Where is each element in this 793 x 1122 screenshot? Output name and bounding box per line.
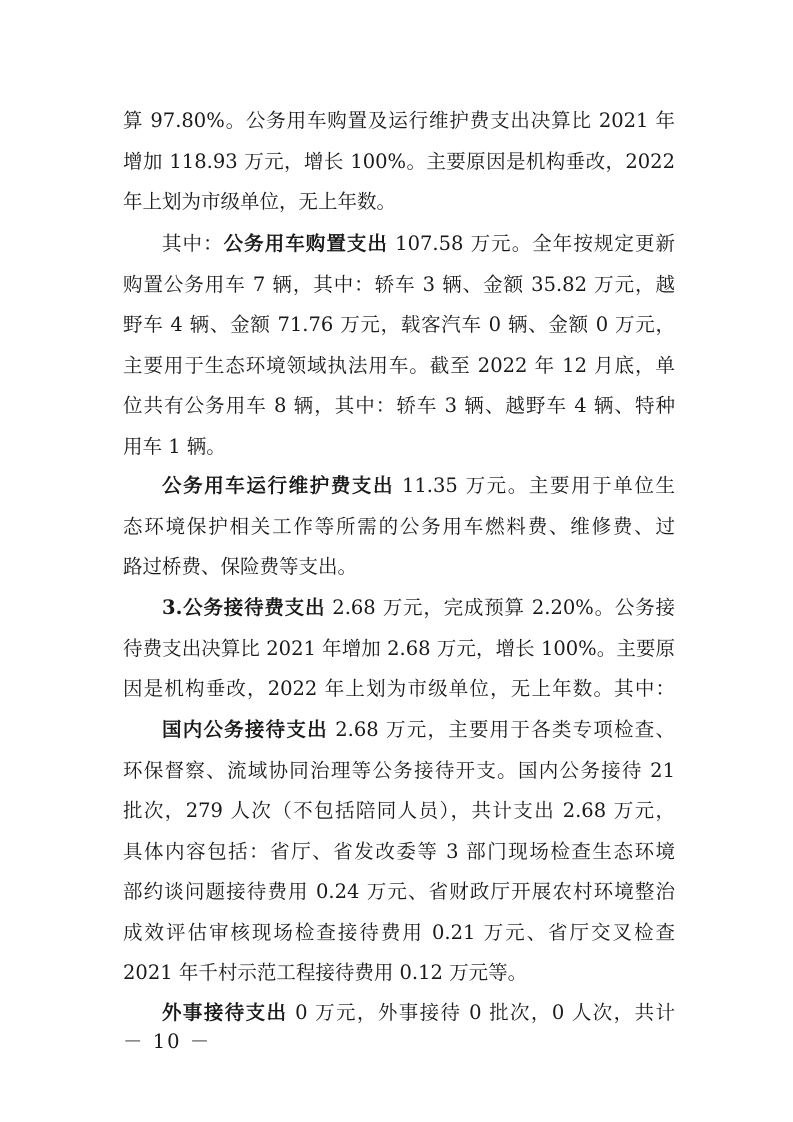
text-line: 具体内容包括：省厅、省发改委等 3 部门现场检查生态环境 xyxy=(123,839,675,863)
text-line: 因是机构垂改，2022 年上划为市级单位，无上年数。其中： xyxy=(123,677,675,700)
text-line: 态环境保护相关工作等所需的公务用车燃料费、维修费、过 xyxy=(123,514,675,538)
text-line: 批次，279 人次（不包括陪同人员），共计支出 2.68 万元， xyxy=(123,799,675,822)
text-line xyxy=(123,710,675,751)
text-line: 位共有公务用车 8 辆，其中：轿车 3 辆、越野车 4 辆、特种 xyxy=(123,394,675,417)
paragraph-prefix: 其中： xyxy=(162,232,224,255)
text-run: 11.35 万元。主要用于单位生 xyxy=(394,474,675,497)
paragraph-3 xyxy=(123,466,675,588)
text-line: 路过桥费、保险费等支出。 xyxy=(123,555,358,578)
section-heading: 公务用车运行维护费支出 xyxy=(162,474,395,497)
text-run: 2.68 万元，完成预算 2.20%。公务接 xyxy=(325,596,676,619)
text-line: 增加 118.93 万元，增长 100%。主要原因是机构垂改，2022 xyxy=(123,149,675,173)
text-line: 待费支出决算比 2021 年增加 2.68 万元，增长 100%。主要原 xyxy=(123,636,675,660)
section-heading: 外事接待支出 xyxy=(162,1001,288,1024)
section-heading: 3.公务接待费支出 xyxy=(162,596,326,619)
text-line xyxy=(123,466,675,507)
text-line xyxy=(123,588,675,629)
paragraph-2 xyxy=(123,224,675,467)
text-line: 购置公务用车 7 辆，其中：轿车 3 辆、金额 35.82 万元，越 xyxy=(123,272,675,296)
text-line: 年上划为市级单位，无上年数。 xyxy=(123,190,397,213)
text-run: 2.68 万元，主要用于各类专项检查、 xyxy=(327,718,675,741)
text-line: 野车 4 辆、金额 71.76 万元，载客汽车 0 辆、金额 0 万元， xyxy=(123,313,675,336)
section-heading: 国内公务接待支出 xyxy=(162,718,328,741)
text-line: 用车 1 辆。 xyxy=(123,434,226,458)
paragraph-1 xyxy=(123,101,675,223)
text-run: 0 万元，外事接待 0 批次，0 人次，共计 xyxy=(287,1001,675,1024)
text-run: 107.58 万元。全年按规定更新 xyxy=(387,232,675,255)
paragraph-5 xyxy=(123,710,675,994)
text-line: 部约谈问题接待费用 0.24 万元、省财政厅开展农村环境整治 xyxy=(123,880,675,903)
text-line: 2021 年千村示范工程接待费用 0.12 万元等。 xyxy=(123,961,528,984)
text-line: 环保督察、流域协同治理等公务接待开支。国内公务接待 21 xyxy=(123,758,675,782)
text-line: 成效评估审核现场检查接待费用 0.21 万元、省厅交叉检查 xyxy=(123,920,675,944)
section-heading: 公务用车购置支出 xyxy=(223,232,388,255)
page-number: － 10 － xyxy=(123,1030,212,1053)
text-line: 算 97.80%。公务用车购置及运行维护费支出决算比 2021 年 xyxy=(123,109,675,132)
paragraph-4 xyxy=(123,588,675,710)
text-line xyxy=(123,224,675,265)
text-line: 主要用于生态环境领域执法用车。截至 2022 年 12 月底，单 xyxy=(123,353,675,377)
